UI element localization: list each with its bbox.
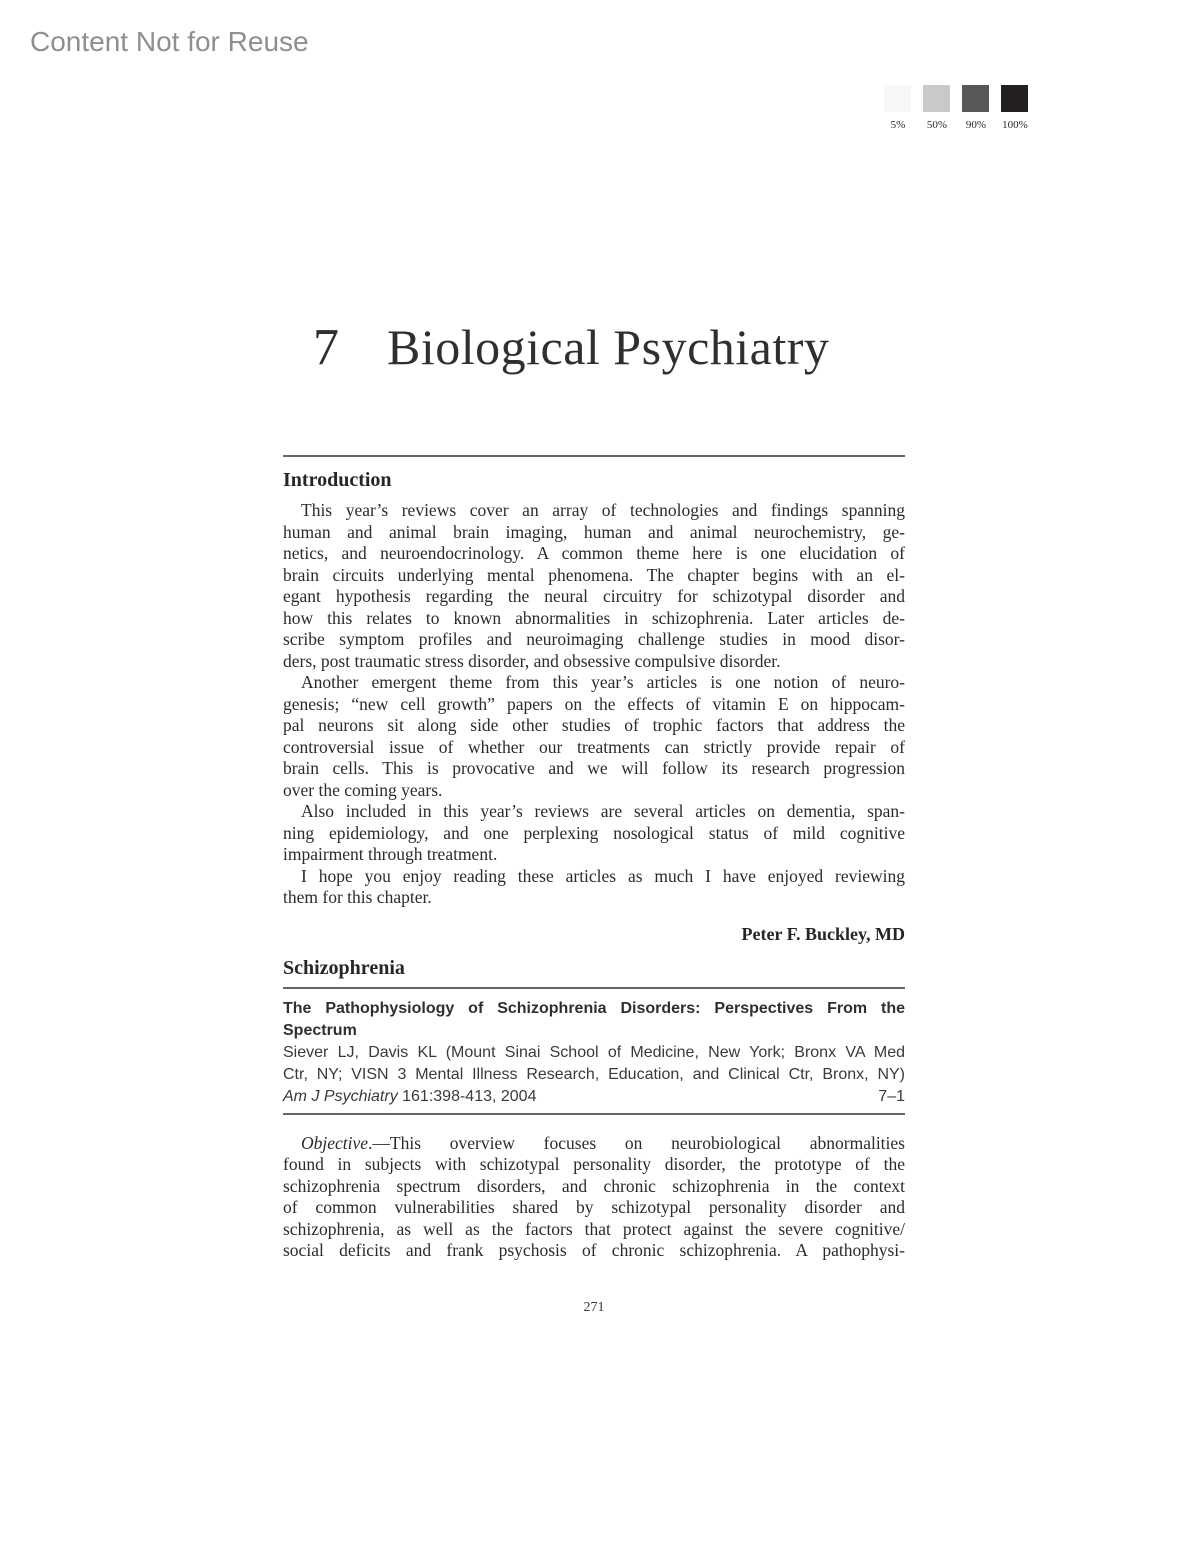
content-not-for-reuse-watermark: Content Not for Reuse [30,26,309,57]
text-line: human and animal brain imaging, human and animal neurochemistry, ge- [283,521,905,542]
text-line: genesis; “new cell growth” papers on the effects of vitamin E on hippocam- [283,693,905,714]
text-line: brain cells. This is provocative and we will follow its research progression [283,758,905,778]
introduction-body [283,500,905,909]
objective-label: Objective [301,1132,369,1153]
chapter-number: 7 [313,319,339,376]
journal-reference-line [283,1086,905,1108]
calibration-swatch-label: 100% [1002,119,1028,131]
text-line: Siever LJ, Davis KL (Mount Sinai School of Medicine, New York; Bronx VA Med [283,1043,905,1061]
text-column [283,0,905,1316]
chapter-name: Biological Psychiatry [387,319,830,375]
chapter-title [283,318,905,377]
section-rule [283,1113,905,1115]
introduction-heading: Introduction [283,469,392,491]
schizophrenia-heading: Schizophrenia [283,956,405,979]
section-rule [283,987,905,989]
text-line: how this relates to known abnormalities in schizophrenia. Later articles de- [283,607,905,628]
article-citation-block [283,998,905,1108]
calibration-swatch-label: 5% [890,119,906,131]
objective-first-line-rest: .—This overview focuses on neurobiological abnormalities [368,1132,905,1153]
calibration-swatch-box [923,85,950,112]
text-line: scribe symptom profiles and neuroimaging challenge studies in mood disor- [283,629,905,649]
paragraph [283,500,905,672]
calibration-swatch-label: 90% [965,119,987,131]
text-line: controversial issue of whether our treatments can strictly provide repair of [283,736,905,757]
text-line: I hope you enjoy reading these articles as much I have enjoyed reviewing [301,865,905,886]
grayscale-calibration-strip [884,85,1029,131]
calibration-swatch [1001,85,1029,131]
text-line: Also included in this year’s reviews are several articles on dementia, span- [301,801,905,821]
text-line: brain circuits underlying mental phenomena. The chapter begins with an el- [283,564,905,585]
article-ref-number: 7–1 [878,1087,905,1105]
journal-name: Am J Psychiatry [283,1087,398,1105]
text-line: schizophrenia, as well as the factors that protect against the severe cognitive/ [283,1218,905,1239]
calibration-swatch [923,85,951,131]
text-line: ning epidemiology, and one perplexing nosological status of mild cognitive [283,822,905,843]
paragraph [283,672,905,801]
journal-citation [283,1086,536,1108]
text-line: pal neurons sit along side other studies of trophic factors that address the [283,715,905,735]
calibration-swatch [962,85,990,131]
page-number: 271 [583,1299,605,1315]
text-line: The Pathophysiology of Schizophrenia Disorders: Perspectives From the [283,999,905,1017]
paragraph [283,801,905,866]
journal-volume-pages: 161:398-413, 2004 [397,1087,537,1105]
abstract-objective-lines [283,1154,905,1262]
abstract-objective-first-line [283,1133,905,1155]
text-line: them for this chapter. [283,887,432,907]
text-line: Spectrum [283,1021,357,1039]
text-line: ders, post traumatic stress disorder, and obsessive compulsive disorder. [283,650,781,671]
text-line: egant hypothesis regarding the neural circuitry for schizotypal disorder and [283,586,905,606]
text-line: This year’s reviews cover an array of technologies and findings spanning [301,500,905,520]
text-line: found in subjects with schizotypal personality disorder, the prototype of the [283,1154,905,1174]
text-line: netics, and neuroendocrinology. A common theme here is one elucidation of [283,543,905,563]
author-byline: Peter F. Buckley, MD [741,923,905,944]
text-line: social deficits and frank psychosis of chronic schizophrenia. A pathophysi- [283,1240,905,1260]
text-line: Ctr, NY; VISN 3 Mental Illness Research, Education, and Clinical Ctr, Bronx, NY) [283,1065,905,1083]
calibration-swatch-box [962,85,989,112]
text-line: of common vulnerabilities shared by schizotypal personality disorder and [283,1197,905,1217]
text-line: over the coming years. [283,779,443,800]
article-title [283,998,905,1042]
calibration-swatch-label: 50% [926,119,948,131]
article-authors [283,1042,905,1086]
calibration-swatch-box [1001,85,1028,112]
section-rule [283,455,905,457]
text-line: Another emergent theme from this year’s articles is one notion of neuro- [301,672,905,692]
text-line: schizophrenia spectrum disorders, and chronic schizophrenia in the context [283,1175,905,1196]
paragraph [283,866,905,909]
text-line: impairment through treatment. [283,844,498,864]
abstract-objective [283,1133,905,1262]
